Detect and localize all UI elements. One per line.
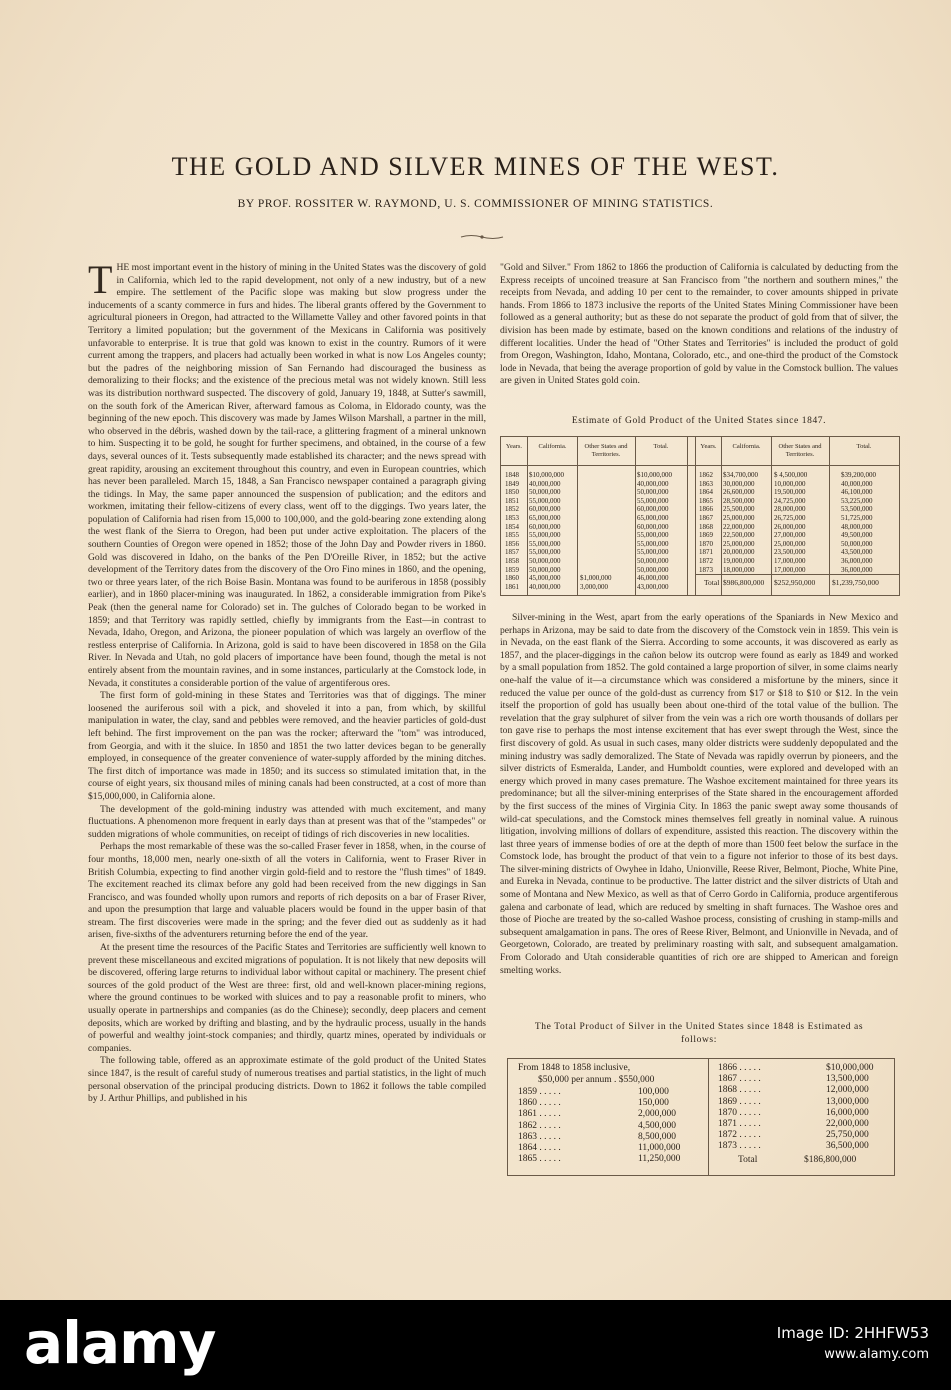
silver-year: 1873 . . . . .: [718, 1141, 761, 1152]
header-years: Years.: [700, 443, 717, 450]
silver-table-caption-2: follows:: [681, 1035, 717, 1045]
silver-value: $10,000,000: [826, 1063, 874, 1073]
header-other: Other States and Territories.: [584, 443, 628, 458]
silver-total-value: $186,800,000: [804, 1155, 857, 1165]
header-other: Other States and Territories.: [778, 443, 822, 458]
silver-value: 4,500,000: [638, 1120, 676, 1131]
paragraph: Silver-mining in the West, apart from the early operations of the Spaniards in New Mexico and perhaps in Arizona, may be said to date from the discovery of the Comstock vein in 1859. This vein is in Nevada, on the east flank of the Sierra. According to some accounts, it was discovered as early as 1857, and the placer-diggings in the cañon below its outcrop were found as early as 1849 and worked by a small population from 1852. The gold contained a large proportion of silver, in some claims nearly one-half the value of it—a circumstance which was considered a misfortune by the miners, since it reduced the value per ounce of the gold-dust as currency from $17 or $18 to $10 or $12. In the vein itself the proportion of gold has usually been about one-third of the total value of the bullion. The revelation that the gray sulphuret of silver from the vein was a rich ore worth thousands of dollars per ton gave rise to perhaps the most intense excitement that has ever swept through the West, since the first discovery of gold. As usual in such cases, many older districts were suddenly depopulated and the mining industry was sadly demoralized. The State of Nevada was rapidly overrun by pioneers, and the silver districts of Esmeralda, Lander, and Humboldt counties, were explored and developed with an energy which proved in many cases premature. The Washoe excitement maintained for three years its predominance; but all the silver-mining enterprises of the State shared in the encouragement afforded by the first success of the mines of Virginia City. In 1863 the panic swept away some thousands of wild-cat speculations, and the Comstock mines themselves fell greatly in nominal value. A ruinous litigation, involving millions of dollars of expenditure, assisted this reaction. The discovery within the last three years of immense bodies of ore at the depth of more than 1500 feet below the surface in the Comstock lode, has brought the product of that vein to a figure not inferior to those of its best days. The silver-mining districts of Owyhee in Idaho, Unionville, Reese River, Belmont, Pioche, White Pine, and Eureka in Nevada, continue to be productive. The latter district and the silver districts of Utah and some of Montana and New Mexico, as well as that of Cerro Gordo in California, produce argentiferous galena and carbonate of lead, which are reduced by smelting in shaft furnaces. The Washoe ores and those of Pioche are treated by the so-called Washoe process, consisting of crushing in stamp-mills and subsequent amalgamation in pans. The ores of Reese River, Belmont, and Unionville in Nevada, and of Georgetown, Colorado, are treated by preliminary roasting with salt, and subsequent amalgamation. From Colorado and Utah considerable quantities of rich ore are shipped to American and foreign smelting works.: [500, 612, 898, 976]
silver-year: 1859 . . . . .: [518, 1087, 561, 1097]
header-california: California.: [732, 443, 761, 450]
paragraph: The first form of gold-mining in these States and Territories was that of diggings. The miner loosened the auriferous soil with a pick, and shoveled it into a pan, from which, by skillful manipulation in water, the clay, sand and pebbles were removed, and the heavier particles of gold-dust left behind. The first improvement on the pan was the rocker; afterward the "tom" was introduced, from Georgia, and with it the sluice. In 1850 and 1851 the two latter devices began to be generally employed, in consequence of the greater convenience of water-supply afforded by the mining ditches. The first ditch of importance was made in 1850; and its success so stimulated imitation that, in the course of eight years, six thousand miles of mining canals had been constructed, at a cost of more than $15,000,000, in California alone.: [88, 690, 486, 802]
gold-product-table: [500, 436, 900, 596]
gold-right-other: $ 4,500,000 10,000,000 19,500,000 24,725,000 28,000,000 26,725,000 26,000,000 27,000,000 25,000,000 23,500,000 17,000,000 17,000,000: [774, 471, 808, 574]
gold-right-years: 1862 1863 1864 1865 1866 1867 1868 1869 1870 1871 1872 1873: [699, 471, 713, 574]
silver-total-label: Total: [738, 1155, 758, 1165]
silver-value: 100,000: [638, 1087, 669, 1097]
image-id: Image ID: 2HHFW53: [776, 1324, 929, 1342]
silver-year: 1869 . . . . .: [718, 1096, 761, 1107]
silver-value: 8,500,000: [638, 1131, 676, 1142]
silver-value: 11,000,000: [638, 1143, 681, 1153]
watermark-info: [777, 1322, 929, 1366]
silver-year: 1872 . . . . .: [718, 1130, 761, 1141]
silver-value: 150,000: [638, 1098, 669, 1109]
gold-left-other: $1,000,000 3,000,000: [580, 574, 612, 591]
gold-left-years: 1848 1849 1850 1851 1852 1853 1854 1855 1856 1857 1858 1859 1860 1861: [505, 471, 519, 591]
silver-year: 1862 . . . . .: [518, 1120, 561, 1131]
gold-table-caption: Estimate of Gold Product of the United States since 1847.: [571, 416, 827, 426]
silver-value: 13,500,000: [826, 1074, 869, 1085]
silver-value: 16,000,000: [826, 1107, 869, 1118]
silver-year: 1870 . . . . .: [718, 1107, 761, 1118]
silver-table-caption-1: The Total Product of Silver in the United States since 1848 is Estimated as: [534, 1022, 864, 1032]
paragraph: Perhaps the most remarkable of these was the so-called Fraser fever in 1858, when, in the course of four months, 18,000 men, nearly one-sixth of all the voters in California, went to Fraser River in British Columbia, expecting to find another virgin gold-field and to restore the "flush times" of 1849. The excitement reached its climax before any gold had been received from the new diggings in San Francisco, and was founded wholly upon rumors and reports of rich deposits on a bar of Fraser River, and upon the presumption that large and valuable placers would be found in the upper basin of that stream. The first discoveries were made in the spring; and the fever died out as suddenly as it had arisen, five-sixths of the adventurers returning before the end of the year.: [88, 841, 486, 941]
paragraph: THE most important event in the history of mining in the United States was the discovery of gold in California, which led to the rapid development, not only of a new industry, but of a new empire. The settlement of the Pacific slope was making but slow progress under the inducements of a scanty commerce in furs and hides. The liberal grants offered by the Government to agricultural pioneers in Oregon, had attracted to the Willamette Valley and other favored points in that Territory a limited population; but the government of the Mexicans in California was positively unfavorable to enterprise. It is true that gold was known to exist in the country. Rumors of it were current among the trappers, and placers had actually been worked in what is now Los Angeles county; but the padres of the neighboring mission of San Fernando had discouraged the business as demoralizing to their flocks; and the existence of the precious metal was not widely known. Still less was its distribution northward suspected. The discovery of gold, January 19, 1848, at Sutter's sawmill, on the south fork of the American River, afterward famous as Coloma, in Eldorado county, was the beginning of the new epoch. This discovery was made by James Wilson Marshall, a partner in the mill, who observed in the débris, washed down by the tail-race, a glittering fragment of a mineral unknown to him. Suspecting it to be gold, he sought for further specimens, and obtained, in the course of a few days, several ounces of it. Tests subsequently made established its character; and the news spread with great rapidity, arousing an excitement throughout this country, and even in European countries, which has never been paralleled. March 15, 1848, a San Francisco newspaper contained a paragraph giving the tidings. In May, the same paper announced the suspension of publication; and the editors and workmen, imitating their fellow-citizens of every class, went off to the diggings. Two years later, the population of California had risen from 15,000 to 100,000, and the gold-bearing zone extending along the west flank of the Sierra to Oregon, had been put under active exploitation. The placers of the southern Counties of Oregon were opened in 1852; those of the John Day and Powder rivers in 1860. Gold was discovered in Idaho, on the banks of the Pen D'Oreille River, in 1852; but the active development of the Territory dates from the discovery of the Oro Fino mines in 1860, and the opening, two or three years later, of the rich Boise Basin. Montana was found to be auriferous in 1858 (possibly earlier), and in 1860 placer-mining was inaugurated. In 1862, a considerable immigration from Pike's Peak (then the general name for Colorado) set in. The gulches of Colorado began to be worked in 1859; and that Territory was rapidly settled, chiefly by immigrants from the East—in contrast to Nevada, Idaho, Oregon, and Arizona, the pioneer population of which was largely an overflow of the restless enterprise of California. In Arizona, gold is said to have been discovered in 1858 on the Gila River. In Nevada and Utah, no gold placers of importance have been found, though the metal is not entirely absent from the mountain ravines, and in some instances, particularly at the Comstock lode, in Nevada, it constitutes a considerable portion of the value of argentiferous ores.: [88, 257, 486, 689]
header-total: Total.: [653, 443, 669, 450]
silver-product-table: [507, 1058, 895, 1176]
silver-value: 11,250,000: [638, 1154, 681, 1165]
drop-cap: T: [88, 257, 113, 302]
silver-value: 12,000,000: [826, 1085, 869, 1096]
byline: BY PROF. ROSSITER W. RAYMOND, U. S. COMMISSIONER OF MINING STATISTICS.: [237, 198, 714, 210]
paragraph: The development of the gold-mining industry was attended with much excitement, and many fluctuations. A phenomenon more frequent in early days than at present was that of the "stampedes" or sudden migrations of whole communities, on receipt of tidings of rich discoveries in new localities.: [88, 803, 486, 840]
page-title: THE GOLD AND SILVER MINES OF THE WEST.: [171, 152, 780, 181]
header-years: Years.: [505, 443, 523, 450]
paragraph: The following table, offered as an approximate estimate of the gold product of the United States since 1847, is the result of careful study of numerous treatises and partial statistics, in the light of much personal observation of the principal producing districts. Down to 1862 it follows the table compiled by J. Arthur Phillips, and published in his: [88, 1055, 486, 1105]
silver-year: 1860 . . . . .: [518, 1098, 561, 1109]
header-california: California.: [538, 443, 567, 450]
left-column: [88, 257, 486, 1106]
silver-year: 1863 . . . . .: [518, 1131, 561, 1142]
gold-total-label: Total: [704, 578, 720, 587]
silver-value: 2,000,000: [638, 1109, 676, 1120]
header-total: Total.: [856, 443, 872, 450]
silver-year: 1867 . . . . .: [718, 1074, 761, 1085]
silver-year: 1865 . . . . .: [518, 1154, 561, 1165]
silver-year: 1871 . . . . .: [718, 1119, 761, 1129]
silver-value: 36,500,000: [826, 1141, 869, 1152]
silver-intro-2: $50,000 per annum . $550,000: [538, 1075, 655, 1085]
silver-value: 22,000,000: [826, 1119, 869, 1129]
gold-right-california: $34,700,000 30,000,000 26,600,000 28,500,000 25,500,000 25,000,000 22,000,000 22,500,000 25,000,000 20,000,000 19,000,000 18,000,000: [723, 471, 758, 574]
silver-year: 1861 . . . . .: [518, 1109, 561, 1120]
silver-intro-1: From 1848 to 1858 inclusive,: [518, 1063, 631, 1073]
gold-left-total: $10,000,000 40,000,000 50,000,000 55,000,000 60,000,000 65,000,000 60,000,000 55,000,000 55,000,000 55,000,000 50,000,000 50,000,000 46,000,000 43,000,000: [637, 471, 672, 591]
gold-left-california: $10,000,000 40,000,000 50,000,000 55,000,000 60,000,000 65,000,000 60,000,000 55,000,000 55,000,000 55,000,000 50,000,000 50,000,000 45,000,000 40,000,000: [529, 471, 564, 591]
right-column-top: [500, 262, 898, 388]
gold-total-total: $1,239,750,000: [832, 578, 879, 587]
silver-value: 13,000,000: [826, 1096, 869, 1107]
gold-right-total: $39,200,000 40,000,000 46,100,000 53,225,000 53,500,000 51,725,000 48,000,000 49,500,000 50,000,000 43,500,000 36,000,000 36,000,000: [841, 471, 876, 574]
silver-year: 1868 . . . . .: [718, 1085, 761, 1096]
paragraph: "Gold and Silver." From 1862 to 1866 the production of California is calculated by deducting from the Express receipts of uncoined treasure at San Francisco from "the northern and southern mines," the receipts from Nevada, and adding 10 per cent to the remainder, to cover amounts shipped in private hands. From 1866 to 1873 inclusive the reports of the United States Mining Commissioner have been followed as a general authority; but as these do not separate the product of gold from that of silver, the division has been made by estimate, based on the known conditions and relations of the industry of different localities. Under the head of "Other States and Territories" is included the product of gold from Oregon, Washington, Idaho, Montana, Colorado, etc., and one-third the product of the Comstock lode in Nevada, that being the average proportion of gold by value in the Comstock bullion. The values are given in United States gold coin.: [500, 262, 898, 387]
alamy-logo: alamy: [24, 1309, 216, 1377]
silver-year: 1864 . . . . .: [518, 1143, 561, 1153]
right-column-bottom: [500, 612, 898, 977]
paragraph: At the present time the resources of the Pacific States and Territories are sufficiently well known to prevent these miscellaneous and excited migrations of population. It is not likely that new deposits will be discovered, offering large returns to individual labor without capital or machinery. The present chief sources of the gold product of the West are three: first, old and well-known placer-mining regions, where the ground continues to be worked with sluices and to pay a reasonable profit to miners, who usually operate in partnerships and companies (as do the Chinese); secondly, deep placers and cement deposits, which are worked by drifting and blasting, and by the hydraulic process, usually in the hands of powerful and wealthy joint-stock companies; and thirdly, quartz mines, operated by individuals or companies.: [88, 942, 486, 1054]
site-url: www.alamy.com: [824, 1347, 929, 1362]
silver-year: 1866 . . . . .: [718, 1063, 761, 1073]
gold-total-california: $986,800,000: [723, 578, 765, 587]
silver-value: 25,750,000: [826, 1130, 869, 1141]
gold-total-other: $252,950,000: [774, 578, 816, 587]
title-ornament: [460, 234, 504, 240]
